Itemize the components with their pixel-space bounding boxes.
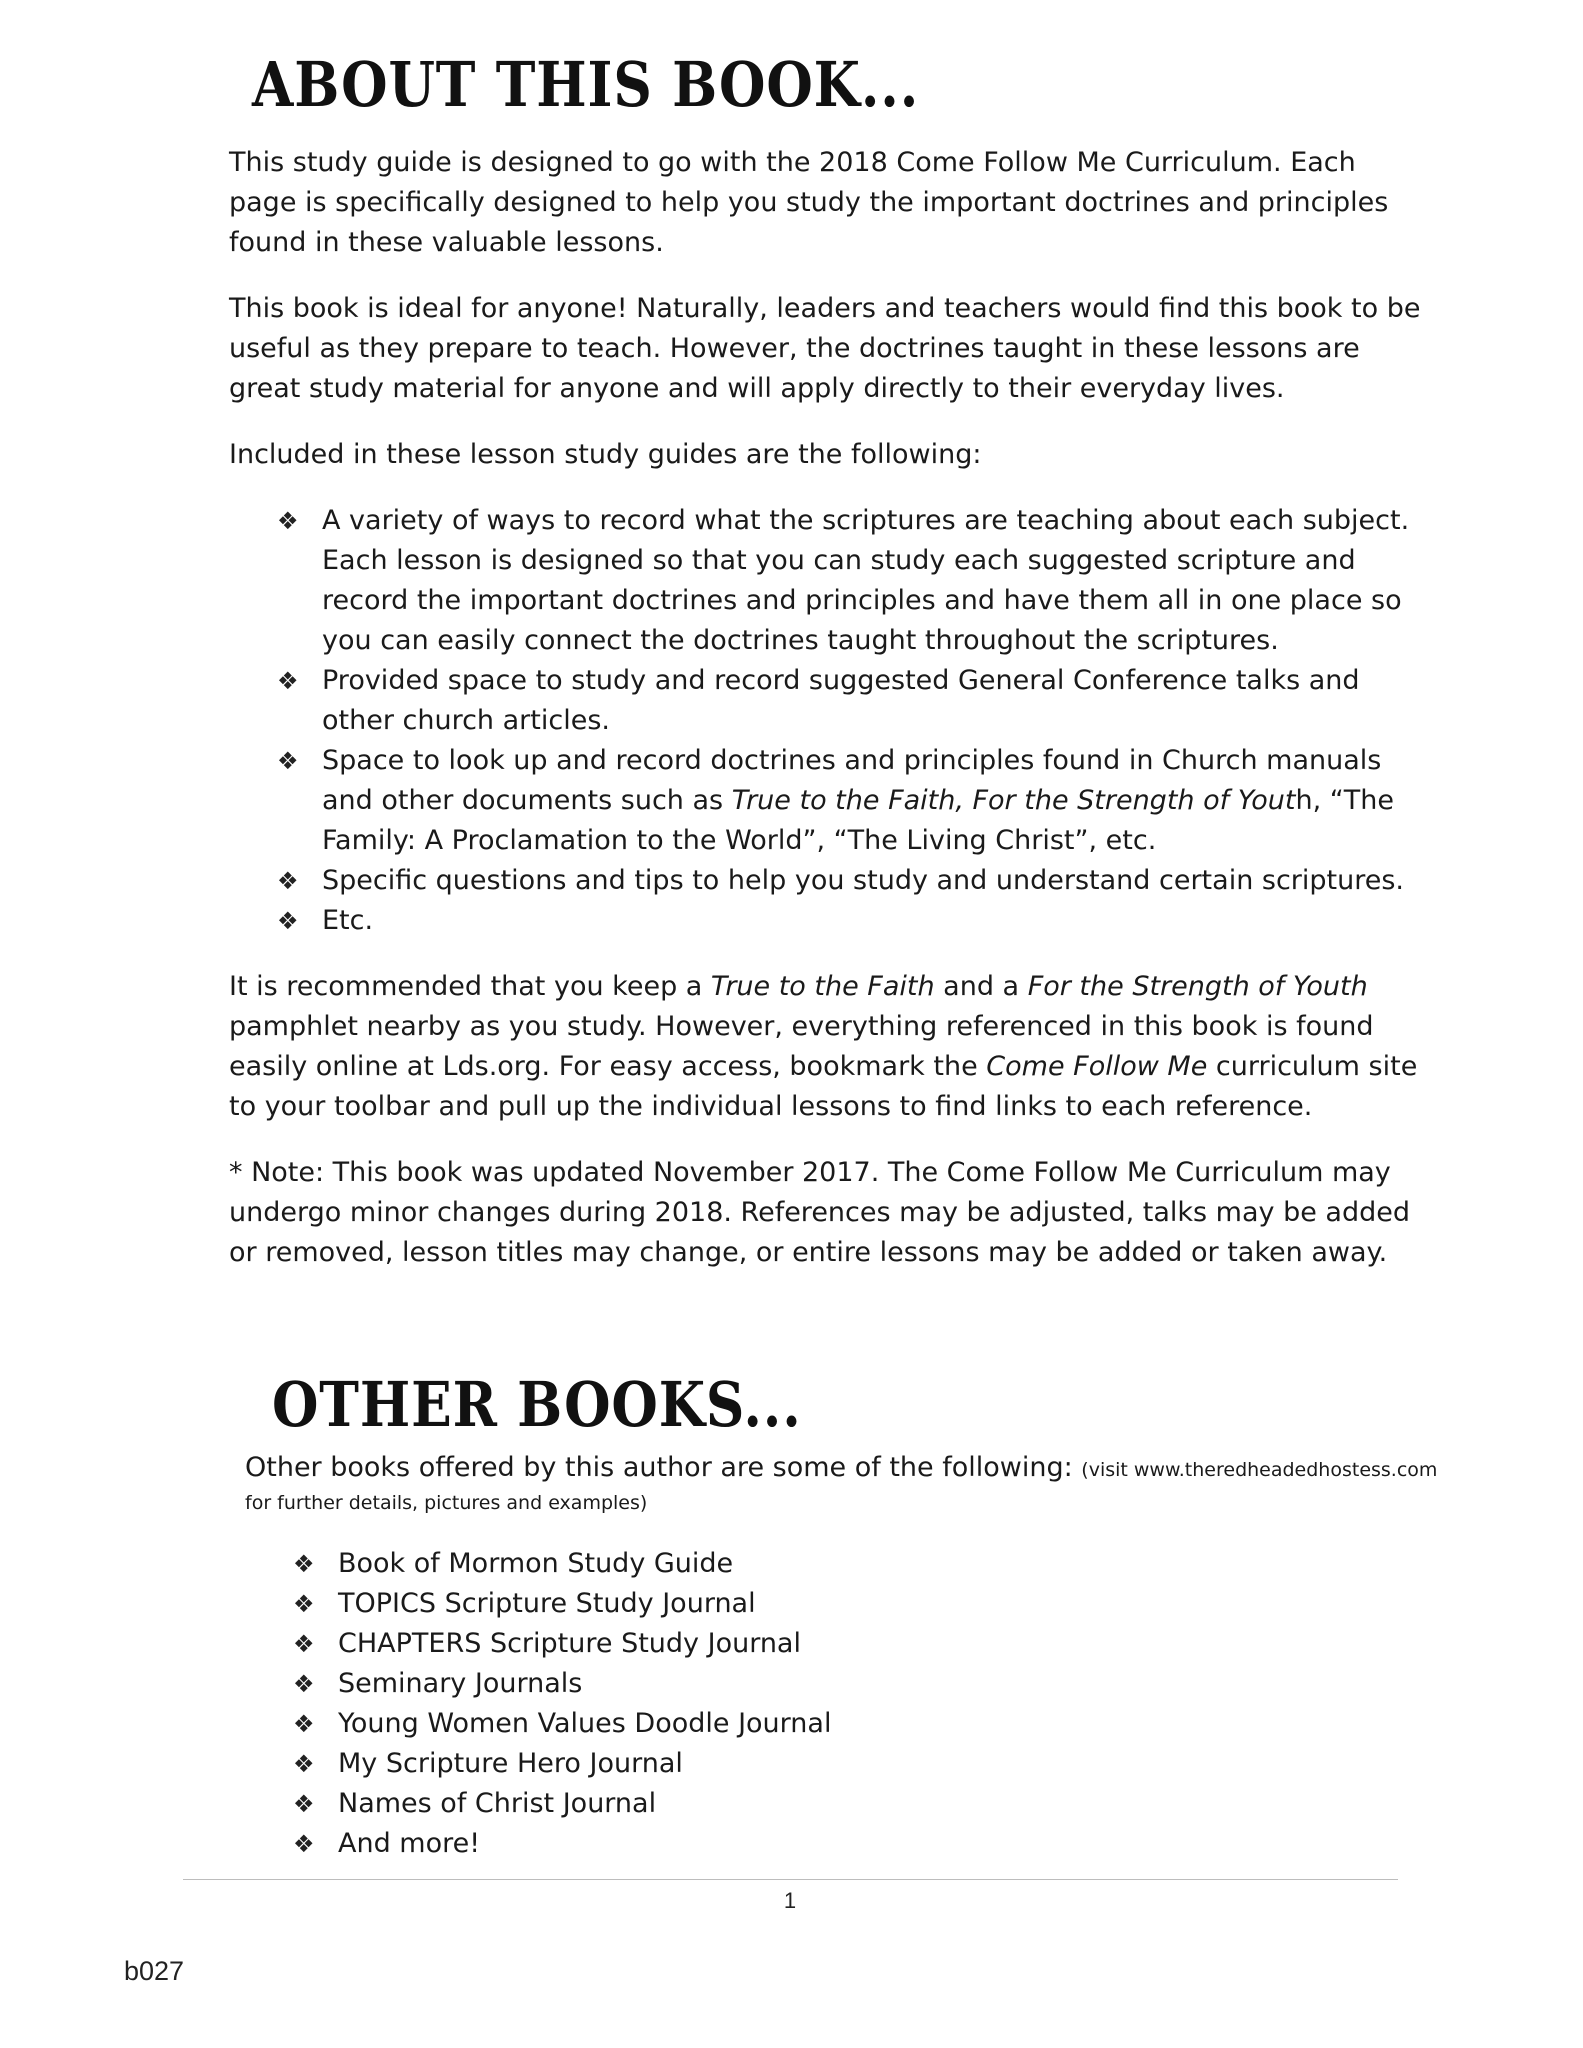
book-title: Young Women Values Doodle Journal (338, 1708, 832, 1739)
diamond-bullet-icon: ❖ (293, 1750, 315, 1778)
book-title: Book of Mormon Study Guide (338, 1548, 734, 1579)
list-item-text: A variety of ways to record what the scriptures are teaching about each subject. Each lesson is designed so that you can study each suggested scripture and record the important doctrines and principles and have them all in one place so you can easily connect the doctrines taught throughout the scriptures. (322, 505, 1410, 656)
list-item (277, 661, 1429, 741)
list-item (277, 901, 1429, 941)
list-item (293, 1784, 1485, 1824)
paragraph-text: It is recommended that you keep a (229, 971, 711, 1002)
italic-title: For the Strength of Youth (1027, 971, 1368, 1002)
book-title: Seminary Journals (338, 1668, 583, 1699)
diamond-bullet-icon: ❖ (293, 1550, 315, 1578)
italic-title: True to the Faith (710, 971, 935, 1002)
book-title: TOPICS Scripture Study Journal (338, 1588, 756, 1619)
paragraph-text: curriculum site to your toolbar and pull up the individual lessons to find links to each reference. (229, 1051, 1418, 1122)
other-books-list (245, 1544, 1485, 1864)
about-paragraph-2: This book is ideal for anyone! Naturally, leaders and teachers would find this book to be useful as they prepare to teach. However, the doctrines taught in these lessons are great study material for anyone and will apply directly to their everyday lives. (229, 293, 1421, 404)
document-code: b027 (124, 1956, 185, 1986)
about-paragraph-1: This study guide is designed to go with the 2018 Come Follow Me Curriculum. Each page is specifically designed to help you study the important doctrines and principles found in these valuable lessons. (229, 147, 1389, 258)
book-title: My Scripture Hero Journal (338, 1748, 683, 1779)
intro-text: Other books offered by this author are some of the following: (245, 1452, 1082, 1483)
about-section (229, 143, 1429, 1273)
included-list (229, 501, 1429, 941)
list-item-text: Space to look up and record doctrines and principles found in Church manuals and other documents such as (322, 745, 1382, 816)
list-item (293, 1624, 1485, 1664)
list-item (277, 861, 1429, 901)
book-title: And more! (338, 1828, 481, 1859)
diamond-bullet-icon: ❖ (293, 1710, 315, 1738)
other-books-intro (245, 1450, 1485, 1488)
about-heading: ABOUT THIS BOOK... (252, 48, 920, 121)
paragraph-text: pamphlet nearby as you study. However, everything referenced in this book is found easily online at Lds.org. For easy access, bookmark the (229, 1011, 1374, 1082)
diamond-bullet-icon: ❖ (277, 667, 299, 695)
diamond-bullet-icon: ❖ (277, 867, 299, 895)
diamond-bullet-icon: ❖ (293, 1590, 315, 1618)
diamond-bullet-icon: ❖ (293, 1830, 315, 1858)
list-item (293, 1584, 1485, 1624)
list-item (293, 1544, 1485, 1584)
book-title: Names of Christ Journal (338, 1788, 657, 1819)
page-number: 1 (783, 1888, 797, 1913)
list-item-text: Etc. (322, 905, 374, 936)
list-item-text: Provided space to study and record suggested General Conference talks and other church articles. (322, 665, 1360, 736)
list-item-text: Specific questions and tips to help you study and understand certain scriptures. (322, 865, 1405, 896)
list-item (277, 741, 1429, 861)
book-title: CHAPTERS Scripture Study Journal (338, 1628, 801, 1659)
diamond-bullet-icon: ❖ (277, 747, 299, 775)
list-item (293, 1824, 1485, 1864)
list-item (293, 1704, 1485, 1744)
italic-title: True to the Faith, For the Strength of Yout (731, 785, 1296, 816)
list-item (293, 1664, 1485, 1704)
other-books-heading: OTHER BOOKS... (272, 1368, 802, 1441)
diamond-bullet-icon: ❖ (293, 1630, 315, 1658)
other-books-section (245, 1450, 1485, 1864)
intro-note: (visit www.theredheadedhostess.com (1081, 1459, 1438, 1481)
list-item (293, 1744, 1485, 1784)
list-item-text: h, “The Family: A Proclamation to the World”, “The Living Christ”, etc. (322, 785, 1394, 856)
paragraph-text: and a (934, 971, 1028, 1002)
diamond-bullet-icon: ❖ (277, 507, 299, 535)
footer-divider (183, 1879, 1398, 1880)
about-note: * Note: This book was updated November 2017. The Come Follow Me Curriculum may undergo minor changes during 2018. References may be adjusted, talks may be added or removed, lesson titles may change, or entire lessons may be added or taken away. (229, 1157, 1410, 1268)
intro-note-continued: for further details, pictures and examples) (245, 1492, 648, 1514)
list-item (277, 501, 1429, 661)
diamond-bullet-icon: ❖ (293, 1790, 315, 1818)
about-paragraph-4 (229, 967, 1429, 1127)
diamond-bullet-icon: ❖ (293, 1670, 315, 1698)
about-paragraph-3: Included in these lesson study guides are the following: (229, 439, 982, 470)
diamond-bullet-icon: ❖ (277, 907, 299, 935)
italic-title: Come Follow Me (986, 1051, 1208, 1082)
